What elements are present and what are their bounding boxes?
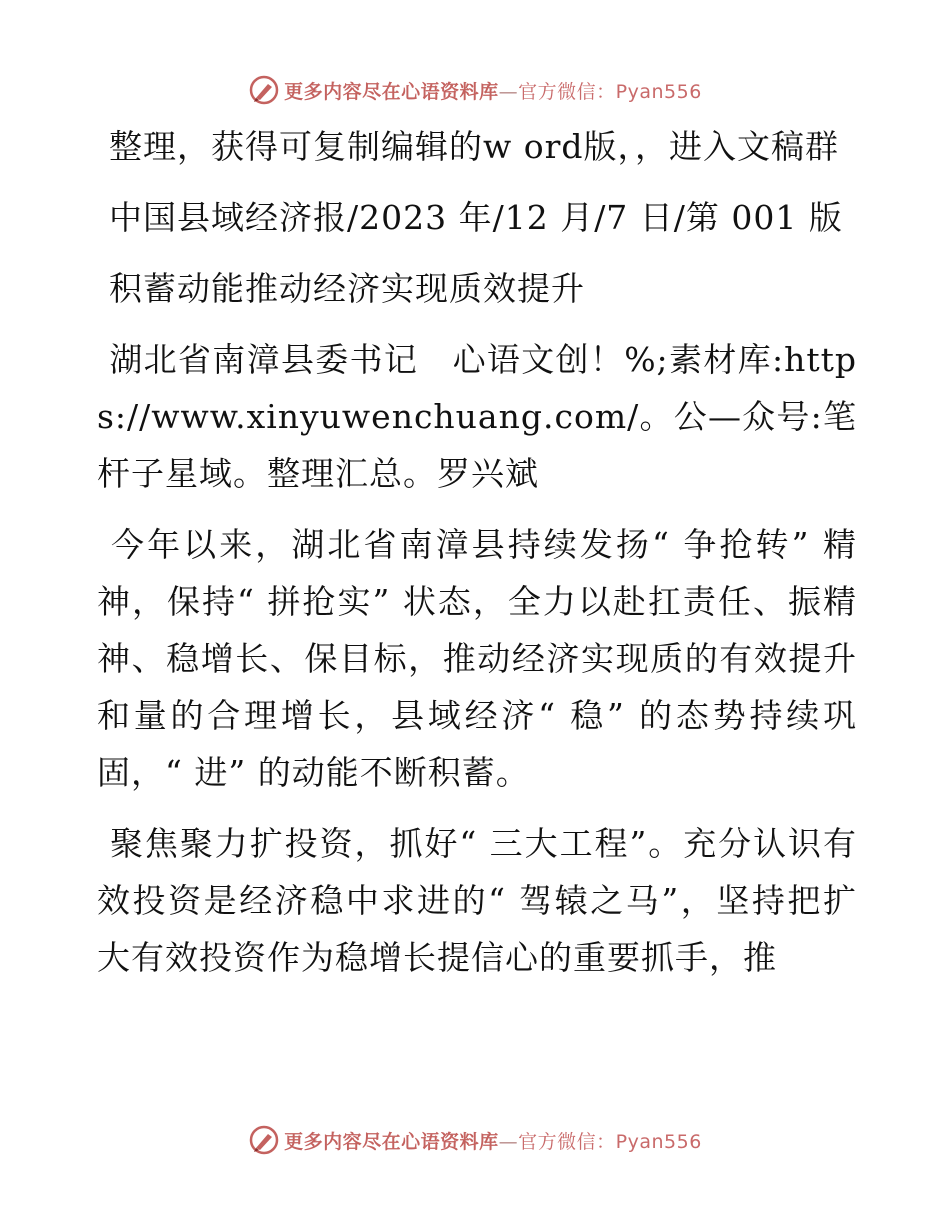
watermark-text: 更多内容尽在心语资料库—官方微信：Pyan556 bbox=[284, 80, 702, 103]
article-title: 积蓄动能推动经济实现质效提升 bbox=[109, 269, 585, 308]
source-line: 中国县域经济报/2023 年/12 月/7 日/第 001 版 bbox=[109, 198, 843, 237]
pen-logo-icon bbox=[248, 74, 280, 106]
watermark-text: 更多内容尽在心语资料库—官方微信：Pyan556 bbox=[284, 1130, 702, 1153]
body-paragraph: 聚焦聚力扩投资，抓好“ 三大工程”。充分认识有效投资是经济稳中求进的“ 驾辕之马”，坚持把扩大有效投资作为稳增长提信心的重要抓手，推 bbox=[97, 824, 857, 977]
watermark-banner-bottom bbox=[0, 1120, 950, 1160]
document-body bbox=[97, 118, 857, 1000]
pen-logo-icon bbox=[248, 1124, 280, 1156]
watermark-banner-top bbox=[0, 70, 950, 110]
author-line: 湖北省南漳县委书记 心语文创！%;素材库:https://www.xinyuwenchuang.com/。公—众号:笔杆子星域。整理汇总。罗兴斌 bbox=[97, 340, 857, 493]
intro-note: 整理，获得可复制编辑的w ord版，，进入文稿群 bbox=[109, 127, 840, 166]
body-paragraph: 今年以来，湖北省南漳县持续发扬“ 争抢转” 精神，保持“ 拼抢实” 状态，全力以赴扛责任、振精神、稳增长、保目标，推动经济实现质的有效提升和量的合理增长，县域经济“ 稳” 的态势持续巩固，“ 进” 的动能不断积蓄。 bbox=[97, 525, 857, 792]
